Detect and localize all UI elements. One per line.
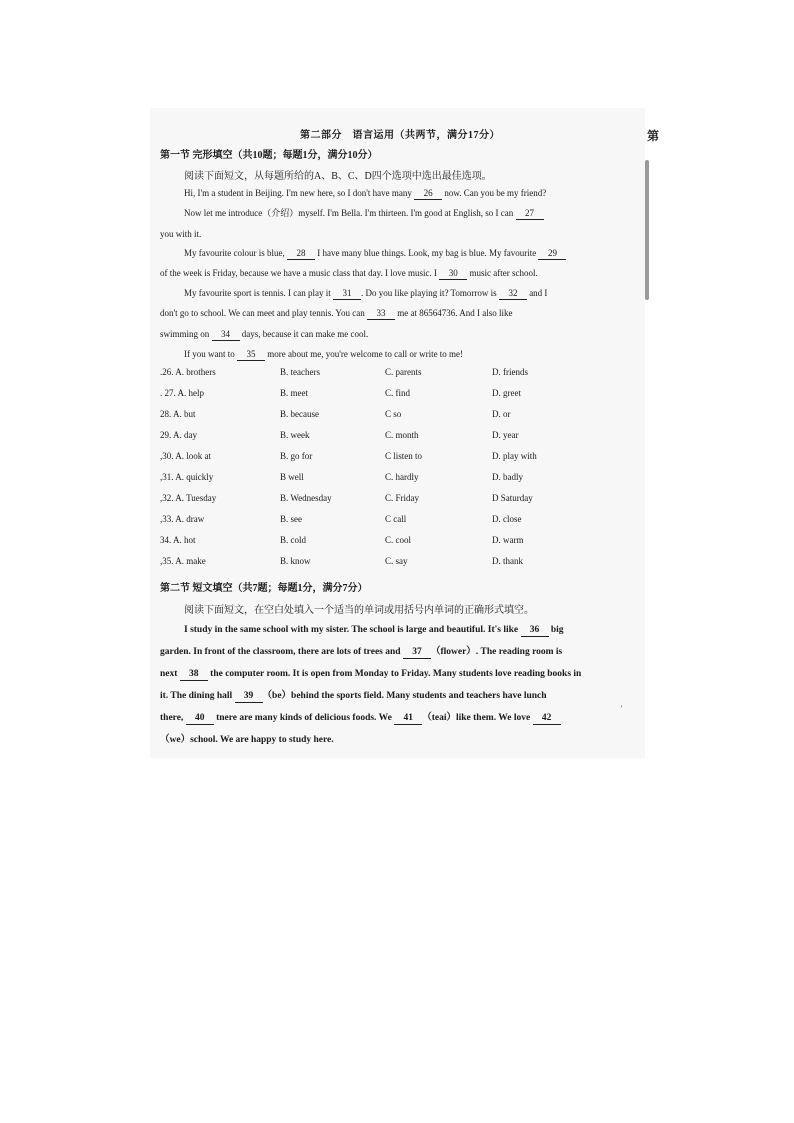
option-d: D. play with xyxy=(492,451,537,461)
section2-instruction: 阅读下面短文，在空白处填入一个适当的单词或用括号内单词的正确形式填空。 xyxy=(184,605,534,616)
option-a: 34. A. hot xyxy=(160,535,196,545)
passage-line: of the week is Friday, because we have a music class that day. I love music. I 30 music after school. xyxy=(160,268,538,278)
passage2-line: it. The dining hall 39 （be）behind the sports field. Many students and teachers have lunch xyxy=(160,691,547,701)
passage2-line: （we）school. We are happy to study here. xyxy=(160,735,334,745)
blank-40: 40 xyxy=(186,712,214,725)
option-row xyxy=(160,388,630,409)
blank-37: 37 xyxy=(403,646,431,659)
option-b: B. because xyxy=(280,409,319,419)
blank-32: 32 xyxy=(499,287,527,300)
option-d: D. greet xyxy=(492,388,521,398)
section2-heading: 第二节 短文填空（共7题；每题1分，满分7分） xyxy=(160,583,368,594)
option-row xyxy=(160,367,630,388)
option-c: C. month xyxy=(385,430,419,440)
option-a: ,31. A. quickly xyxy=(160,472,214,482)
passage-line: My favourite sport is tennis. I can play it 31 . Do you like playing it? Tomorrow is 32 and I xyxy=(184,288,548,298)
blank-38: 38 xyxy=(180,668,208,681)
blank-27: 27 xyxy=(516,207,544,220)
option-row xyxy=(160,451,630,472)
passage2-line: there, 40 tnere are many kinds of delicious foods. We 41 （teai）like them. We love 42 xyxy=(160,712,561,725)
option-row xyxy=(160,493,630,514)
passage-line: Hi, I'm a student in Beijing. I'm new here, so I don't have many 26 now. Can you be my friend? xyxy=(184,188,547,198)
option-a: ,30. A. look at xyxy=(160,451,211,461)
option-c: C. Friday xyxy=(385,493,420,503)
stray-mark: ' xyxy=(621,704,623,713)
passage-line: swimming on 34 days, because it can make me cool. xyxy=(160,329,369,339)
option-row xyxy=(160,556,630,577)
blank-34: 34 xyxy=(212,328,240,341)
option-row xyxy=(160,472,630,493)
side-mark: 第 xyxy=(647,129,660,143)
option-row xyxy=(160,430,630,451)
option-b: B. Wednesday xyxy=(280,493,332,503)
part-title: 第二部分 语言运用（共两节，满分17分） xyxy=(300,130,500,141)
option-b: B. cold xyxy=(280,535,306,545)
section1-heading: 第一节 完形填空（共10题；每题1分，满分10分） xyxy=(160,150,378,161)
option-c: C. say xyxy=(385,556,408,566)
option-a: 28. A. but xyxy=(160,409,196,419)
option-c: C. find xyxy=(385,388,411,398)
blank-36: 36 xyxy=(521,624,549,637)
option-b: B. see xyxy=(280,514,302,524)
blank-31: 31 xyxy=(333,287,361,300)
blank-42: 42 xyxy=(533,712,561,725)
passage-line: If you want to 35 more about me, you're welcome to call or write to me! xyxy=(184,349,464,359)
option-a: ,32. A. Tuesday xyxy=(160,493,217,503)
passage-line: My favourite colour is blue, 28 I have many blue things. Look, my bag is blue. My favourite 29 xyxy=(184,247,566,260)
passage-line: you with it. xyxy=(160,229,202,239)
passage2-line: I study in the same school with my sister. The school is large and beautiful. It's like 36 big xyxy=(184,625,564,635)
option-row xyxy=(160,514,630,535)
blank-26: 26 xyxy=(414,187,442,200)
option-c: C. hardly xyxy=(385,472,419,482)
blank-39: 39 xyxy=(235,690,263,703)
options-list xyxy=(160,367,630,577)
option-c: C. parents xyxy=(385,367,422,377)
option-c: C listen to xyxy=(385,451,423,461)
option-a: .26. A. brothers xyxy=(160,367,216,377)
passage2-line: garden. In front of the classroom, there are lots of trees and 37 （flower）. The reading room is xyxy=(160,647,563,657)
blank-29: 29 xyxy=(538,247,566,260)
option-d: D Saturday xyxy=(492,493,533,503)
option-a: ,33. A. draw xyxy=(160,514,205,524)
option-b: B. go for xyxy=(280,451,313,461)
option-c: C call xyxy=(385,514,407,524)
option-a: ,35. A. make xyxy=(160,556,206,566)
option-b: B. teachers xyxy=(280,367,320,377)
scrollbar[interactable] xyxy=(645,160,649,300)
passage-line: Now let me introduce（介绍）myself. I'm Bella. I'm thirteen. I'm good at English, so I can 27 xyxy=(184,207,544,220)
option-b: B. know xyxy=(280,556,311,566)
option-b: B well xyxy=(280,472,304,482)
passage-line: don't go to school. We can meet and play tennis. You can 33 me at 86564736. And I also like xyxy=(160,308,513,318)
blank-35: 35 xyxy=(237,348,265,361)
blank-30: 30 xyxy=(439,267,467,280)
option-b: B. meet xyxy=(280,388,308,398)
option-d: D. close xyxy=(492,514,522,524)
option-a: . 27. A. help xyxy=(160,388,204,398)
option-d: D. warm xyxy=(492,535,524,545)
option-c: C. cool xyxy=(385,535,411,545)
option-d: D. or xyxy=(492,409,511,419)
blank-28: 28 xyxy=(287,247,315,260)
option-row xyxy=(160,409,630,430)
option-c: C so xyxy=(385,409,402,419)
blank-41: 41 xyxy=(394,712,422,725)
option-b: B. week xyxy=(280,430,310,440)
blank-33: 33 xyxy=(367,307,395,320)
option-d: D. friends xyxy=(492,367,528,377)
option-d: D. thank xyxy=(492,556,523,566)
option-row xyxy=(160,535,630,556)
section1-instruction: 阅读下面短文，从每题所给的A、B、C、D四个选项中选出最佳选项。 xyxy=(184,171,492,182)
option-d: D. year xyxy=(492,430,519,440)
option-a: 29. A. day xyxy=(160,430,197,440)
option-d: D. badly xyxy=(492,472,523,482)
passage2-line: next 38 the computer room. It is open from Monday to Friday. Many students love reading books in xyxy=(160,669,582,679)
